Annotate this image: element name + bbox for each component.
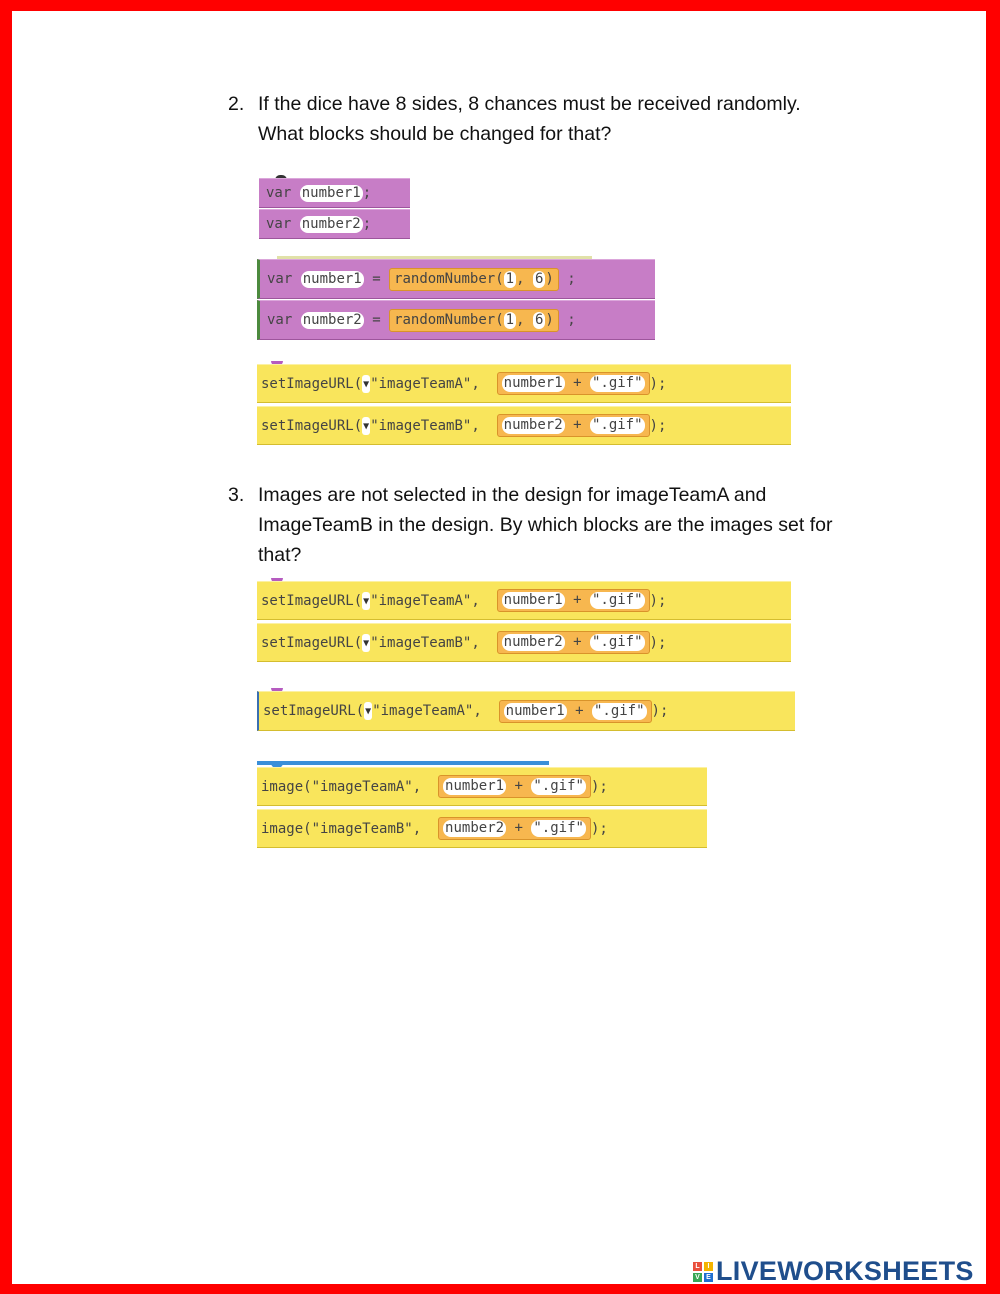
option-set-image-url-pair[interactable]	[257, 578, 793, 664]
logo-text: LIVEWORKSHEETS	[716, 1256, 974, 1286]
question-text-line: ImageTeamB in the design. By which blocks are the images set for	[258, 514, 833, 536]
concat-expression: number2 + ".gif"	[497, 414, 650, 437]
question-text-line: What blocks should be changed for that?	[258, 123, 612, 145]
code-block-image-b: image ( "imageTeamB" , number2 + ".gif" );	[257, 809, 707, 848]
code-block-set-image-b: setImageURL ( ▼ "imageTeamB" , number2 + ".gif" );	[257, 406, 791, 445]
code-block-var-number2: var number2 ;	[259, 209, 410, 239]
concat-expression: number1 + ".gif"	[497, 589, 650, 612]
code-block-var-number1: var number1 ;	[259, 178, 410, 208]
random-number-call: randomNumber ( 1 , 6 )	[389, 268, 559, 291]
option-set-image-url-q2[interactable]	[257, 361, 793, 447]
concat-expression: number2 + ".gif"	[438, 817, 591, 840]
variable-oval: number2	[301, 215, 361, 232]
dropdown-arrow-icon: ▼	[362, 375, 370, 393]
concat-expression: number1 + ".gif"	[499, 700, 652, 723]
variable-oval: number2	[302, 311, 362, 328]
code-block-set-image-a: setImageURL ( ▼ "imageTeamA" , number1 + ".gif" );	[257, 581, 791, 620]
dropdown-arrow-icon: ▼	[362, 417, 370, 435]
question-text-line: Images are not selected in the design for imageTeamA and	[258, 484, 767, 506]
logo-letter: I	[704, 1262, 713, 1271]
logo-letter: E	[704, 1273, 713, 1282]
variable-oval: number1	[302, 270, 362, 287]
logo-letter: L	[693, 1262, 702, 1271]
code-block-set-image-a: setImageURL ( ▼ "imageTeamA" , number1 + ".gif" );	[257, 691, 795, 731]
code-block-set-image-b: setImageURL ( ▼ "imageTeamB" , number2 + ".gif" );	[257, 623, 791, 662]
concat-expression: number1 + ".gif"	[497, 372, 650, 395]
variable-oval: number1	[301, 184, 361, 201]
logo-mark-icon	[693, 1262, 713, 1282]
question-3	[228, 480, 832, 570]
code-block-random-number2: var number2 = randomNumber ( 1 , 6 ) ;	[257, 300, 655, 340]
dropdown-arrow-icon: ▼	[362, 592, 370, 610]
question-text-line: that?	[258, 544, 302, 566]
question-number: 2.	[228, 93, 245, 115]
option-set-image-url-single[interactable]	[257, 688, 797, 733]
question-2	[228, 89, 801, 149]
option-var-declarations[interactable]	[257, 175, 412, 241]
question-text-line: If the dice have 8 sides, 8 chances must be received randomly.	[258, 93, 801, 115]
dropdown-arrow-icon: ▼	[362, 634, 370, 652]
code-block-set-image-a: setImageURL ( ▼ "imageTeamA" , number1 + ".gif" );	[257, 364, 791, 403]
concat-expression: number2 + ".gif"	[497, 631, 650, 654]
logo-letter: V	[693, 1273, 702, 1282]
question-number: 3.	[228, 484, 245, 506]
option-image-function[interactable]	[257, 761, 709, 853]
option-random-number[interactable]	[257, 256, 659, 346]
dropdown-arrow-icon: ▼	[364, 702, 372, 720]
concat-expression: number1 + ".gif"	[438, 775, 591, 798]
liveworksheets-logo	[693, 1256, 974, 1287]
random-number-call: randomNumber ( 1 , 6 )	[389, 309, 559, 332]
code-block-random-number1: var number1 = randomNumber ( 1 , 6 ) ;	[257, 259, 655, 299]
block-hat-line	[257, 761, 549, 765]
code-block-image-a: image ( "imageTeamA" , number1 + ".gif" );	[257, 767, 707, 806]
